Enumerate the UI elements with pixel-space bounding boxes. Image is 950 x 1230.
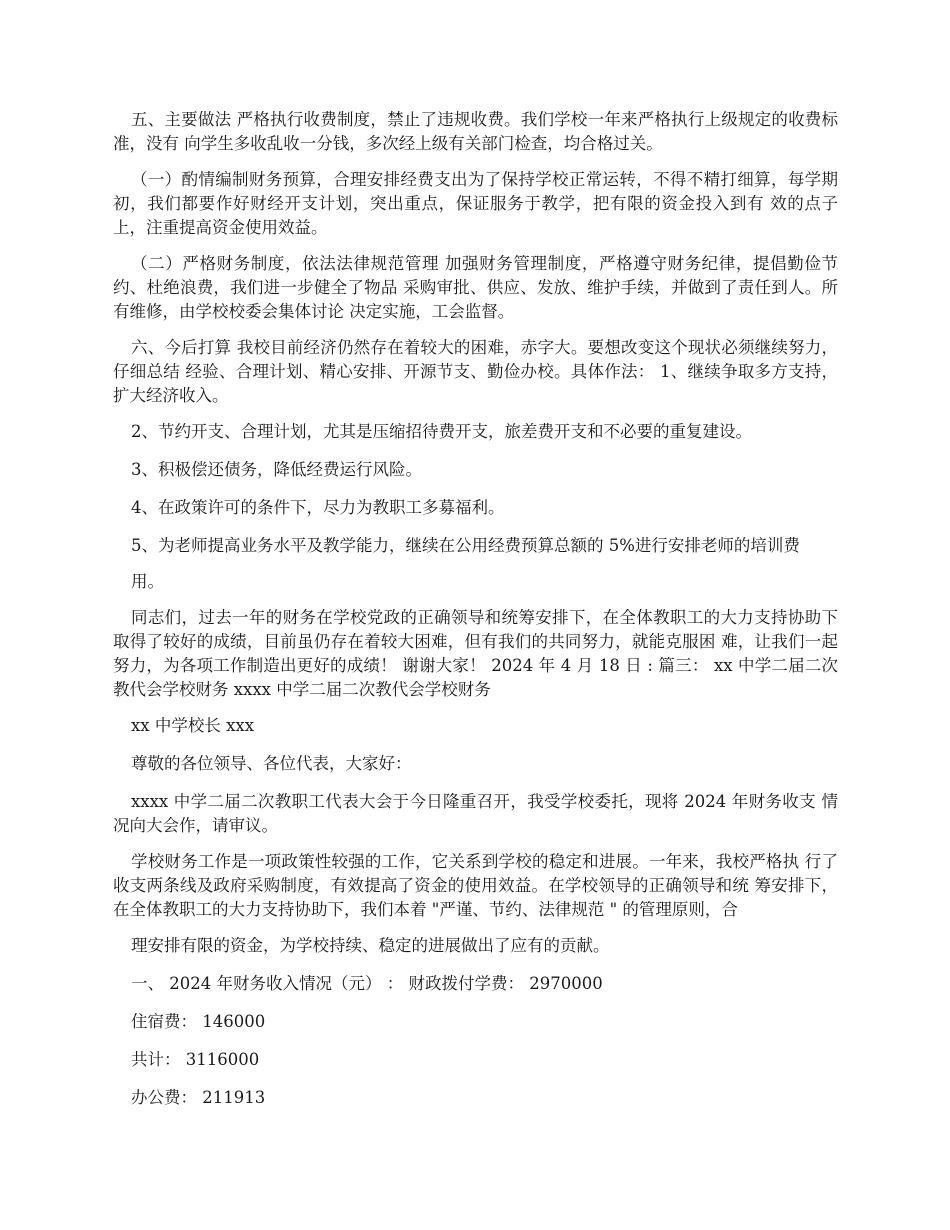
paragraph-principal: xx 中学校长 xxx: [131, 716, 255, 735]
paragraph-item-3: 3、积极偿还债务，降低经费运行风险。: [131, 460, 422, 479]
paragraph-item-2: 2、节约开支、合理计划，尤其是压缩招待费开支，旅差费开支和不必要的重复建设。: [131, 422, 752, 441]
paragraph-item-5-continued: 用。: [131, 572, 164, 591]
paragraph-section-five: 五、主要做法 严格执行收费制度，禁止了违规收费。我们学校一年来严格执行上级规定的收费标准，没有 向学生多收乱收一分钱，多次经上级有关部门检查，均合格过关。: [113, 110, 838, 153]
paragraph-item-5: 5、为老师提高业务水平及教学能力，继续在公用经费预算总额的 5%进行安排老师的培训费: [131, 536, 800, 555]
paragraph-budget: （一）酌情编制财务预算，合理安排经费支出为了保持学校正常运转，不得不精打细算，每学期初，我们都要作好财经开支计划，突出重点，保证服务于教学，把有限的资金投入到有 效的点子上，注重提高资金使用效益。: [113, 170, 838, 237]
paragraph-total: 共计： 3116000: [131, 1050, 260, 1069]
paragraph-greeting: 尊敬的各位领导、各位代表，大家好：: [131, 754, 412, 773]
paragraph-section-six: 六、今后打算 我校目前经济仍然存在着较大的困难，赤字大。要想改变这个现状必须继续努力，仔细总结 经验、合理计划、精心安排、开源节支、勤俭办校。具体作法： 1、继续争取多方支持，扩大经济收入。: [113, 338, 838, 405]
paragraph-finance-work: 学校财务工作是一项政策性较强的工作，它关系到学校的稳定和进展。一年来，我校严格执 行了收支两条线及政府采购制度，有效提高了资金的使用效益。在学校领导的正确领导和统 筹安排下，在全体教职工的大力支持协助下，我们本着 "严谨、节约、法律规范 " 的管理原则，合: [113, 852, 838, 919]
paragraph-income-heading: 一、 2024 年财务收入情况（元） ： 财政拨付学费： 2970000: [131, 974, 603, 993]
paragraph-closing: 同志们，过去一年的财务在学校党政的正确领导和统筹安排下，在全体教职工的大力支持协助下取得了较好的成绩，目前虽仍存在着较大困难，但有我们的共同努力，就能克服困 难，让我们一起努力，为各项工作制造出更好的成绩！ 谢谢大家！ 2024 年 4 月 18 日 : 篇三： xx 中学二届二次教代会学校财务 xxxx 中学二届二次教代会学校财务: [113, 608, 838, 699]
paragraph-accommodation-fee: 住宿费： 146000: [131, 1012, 266, 1031]
paragraph-office-fee: 办公费： 211913: [131, 1088, 266, 1107]
paragraph-item-4: 4、在政策许可的条件下，尽力为教职工多募福利。: [131, 498, 505, 517]
paragraph-financial-system: （二）严格财务制度，依法法律规范管理 加强财务管理制度，严格遵守财务纪律，提倡勤俭节约、杜绝浪费，我们进一步健全了物品 采购审批、供应、发放、维护手续，并做到了责任到人。所有维修，由学校校委会集体讨论 决定实施，工会监督。: [113, 254, 838, 321]
paragraph-report-intro: xxxx 中学二届二次教职工代表大会于今日隆重召开，我受学校委托，现将 2024 年财务收支 情况向大会作，请审议。: [113, 792, 838, 835]
document-body: [113, 108, 838, 1124]
paragraph-finance-work-continued: 理安排有限的资金，为学校持续、稳定的进展做出了应有的贡献。: [131, 936, 610, 955]
